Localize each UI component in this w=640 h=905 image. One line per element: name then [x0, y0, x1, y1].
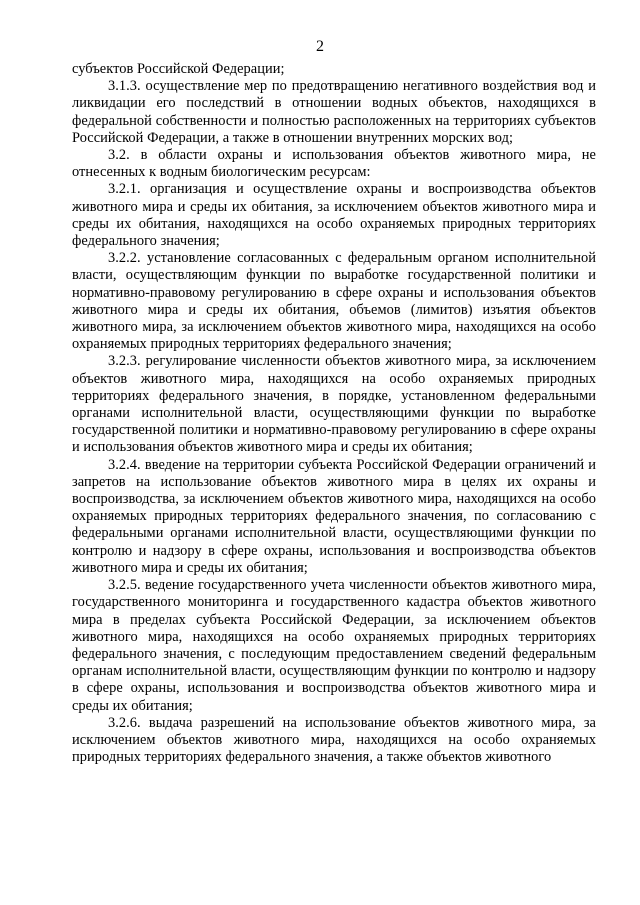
paragraph: 3.2.5. ведение государственного учета численности объектов животного мира, государственного мониторинга и государственного кадастра объектов животного мира в пределах субъекта Российской Федерации, за исключением объектов животного мира, находящихся на особо охраняемых природных территориях федерального значения, с последующим предоставлением сведений федеральным органам исполнительной власти, осуществляющим функции по контролю и надзору в сфере охраны, использования и воспроизводства объектов животного мира и среды их обитания;	[72, 577, 596, 714]
paragraph: 3.2.1. организация и осуществление охраны и воспроизводства объектов животного мира и среды их обитания, за исключением объектов животного мира и среды их обитания, находящихся на особо охраняемых природных территориях федерального значения;	[72, 181, 596, 250]
paragraph: 3.2.4. введение на территории субъекта Российской Федерации ограничений и запретов на использование объектов животного мира в целях их охраны и воспроизводства, за исключением объектов животного мира, находящихся на особо охраняемых природных территориях федерального значения, по согласованию с федеральными органами исполнительной власти, осуществляющими функции по контролю и надзору в сфере охраны, использования и воспроизводства объектов животного мира и среды их обитания;	[72, 456, 596, 576]
paragraph: 3.2.2. установление согласованных с федеральным органом исполнительной власти, осуществляющим функции по выработке государственной политики и нормативно-правовому регулированию в сфере охраны и использования объектов животного мира и среды их обитания, объемов (лимитов) изъятия объектов животного мира, за исключением объектов животного мира, находящихся на особо охраняемых природных территориях федерального значения;	[72, 250, 596, 353]
paragraph: 3.1.3. осуществление мер по предотвращению негативного воздействия вод и ликвидации его последствий в отношении водных объектов, находящихся в федеральной собственности и полностью расположенных на территориях субъектов Российской Федерации, а также в отношении внутренних морских вод;	[72, 78, 596, 146]
document-body	[72, 61, 596, 766]
paragraph: субъектов Российской Федерации;	[72, 61, 285, 77]
page-number: 2	[316, 38, 324, 55]
paragraph: 3.2. в области охраны и использования объектов животного мира, не отнесенных к водным биологическим ресурсам:	[72, 147, 596, 181]
paragraph: 3.2.3. регулирование численности объектов животного мира, за исключением объектов животного мира, находящихся на особо охраняемых природных территориях федерального значения, в порядке, установленном федеральными органами исполнительной власти, осуществляющими функции по выработке государственной политики и нормативно-правовому регулированию в сфере охраны и использования объектов животного мира и среды их обитания;	[72, 353, 596, 456]
paragraph: 3.2.6. выдача разрешений на использование объектов животного мира, за исключением объектов животного мира, находящихся на особо охраняемых природных территориях федерального значения, а также объектов животного	[72, 714, 596, 766]
